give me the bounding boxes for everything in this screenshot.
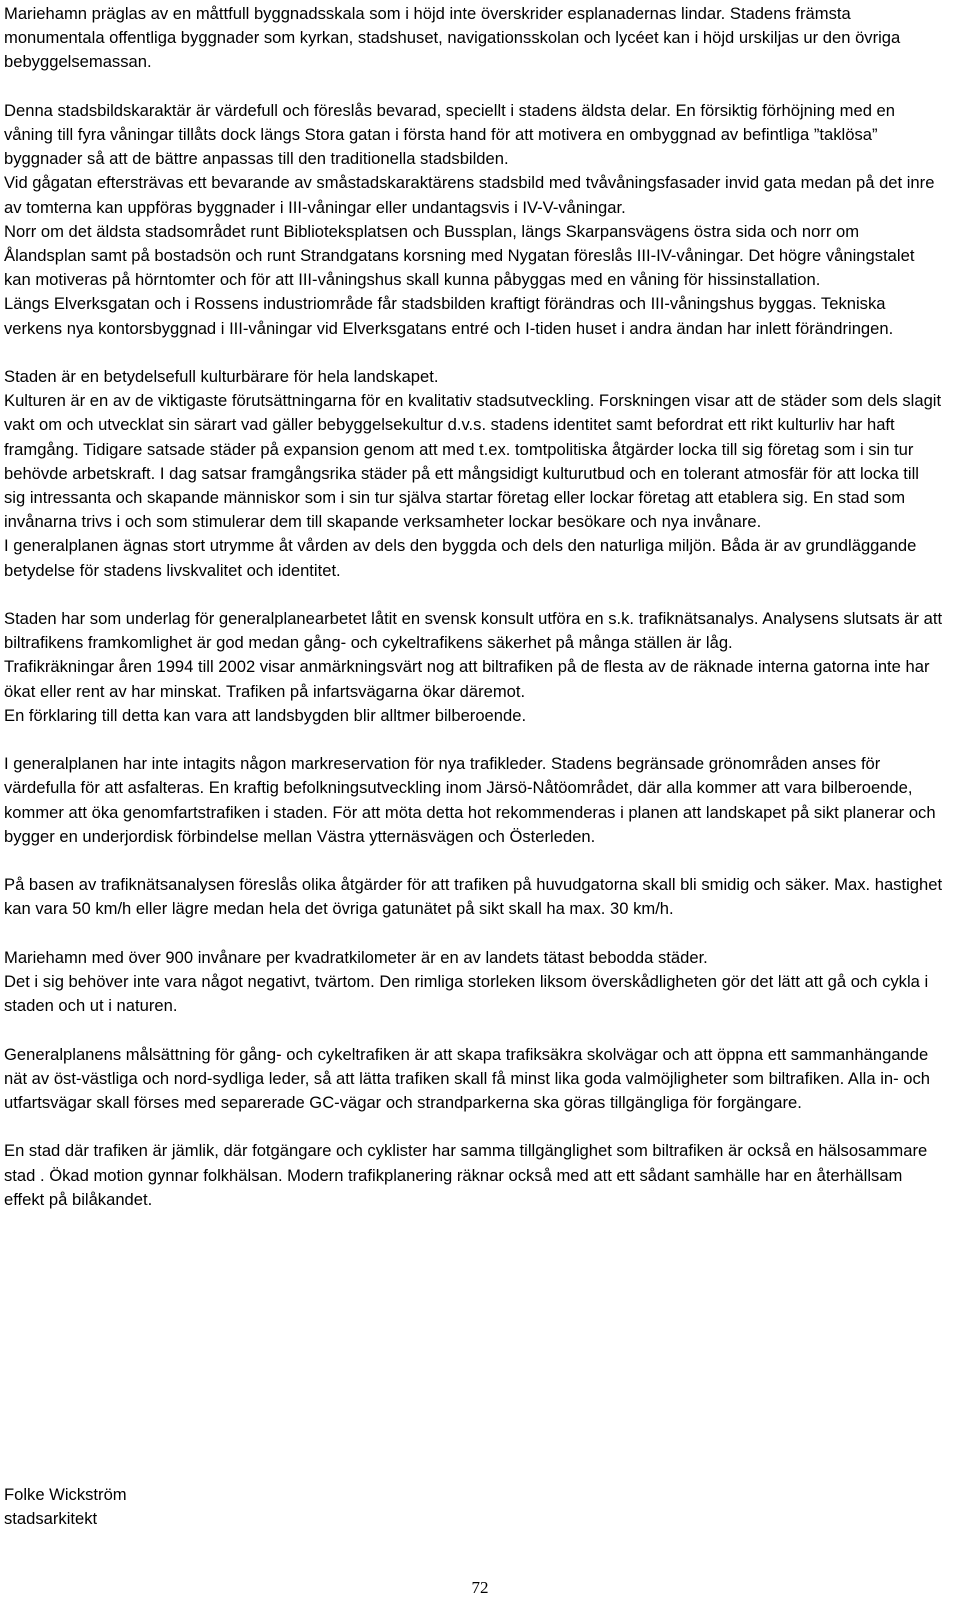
paragraph-speed-limits: På basen av trafiknätsanalysen föreslås olika åtgärder för att trafiken på huvudgatorna skall bli smidig och säker. Max. hastighet kan vara 50 km/h eller lägre medan hela det övriga gatunätet på sikt skall ha max. 30 km/h. (4, 875, 943, 919)
paragraph-building-scale: Mariehamn präglas av en måttfull byggnadsskala som i höjd inte överskrider esplanadernas lindar. Stadens främsta monumentala offentliga byggnader som kyrkan, stadshuset, navigationsskolan och lycéet kan i höjd urskiljas ur den övriga bebyggelsemassan. (4, 4, 901, 72)
paragraph-explanation: En förklaring till detta kan vara att landsbygden blir alltmer bilberoende. (4, 705, 527, 725)
paragraph-gap (4, 922, 944, 946)
paragraph-townscape-character: Denna stadsbildskaraktär är värdefull och föreslås bevarad, speciellt i stadens äldsta delar. En försiktig förhöjning med en våning till fyra våningar tillåts dock längs Stora gatan i första hand för att motivera en ombyggnad av befintliga ”taklösa” byggnader så att de bättre anpassas till den traditionella stadsbilden. (4, 100, 896, 169)
paragraph-north-area: Norr om det äldsta stadsområdet runt Biblioteksplatsen och Bussplan, längs Skarpansvägens östra sida och norr om Ålandsplan samt på bostadsön och runt Strandgatans korsning med Nygatan föreslås III-IV-våningar. Det högre våningstalet kan motiveras på hörntomter och för att III-våningshus skall kunna påbyggas med en våning för hissinstallation. (4, 221, 915, 290)
paragraph-gap (4, 583, 944, 607)
paragraph-land-reservation: I generalplanen har inte intagits någon markreservation för nya trafikleder. Stadens begränsade grönområden anses för värdefulla för att asfalteras. En kraftig befolkningsutveckling inom Järsö-Nåtöområdet, där alla kommer att vara bilberoende, kommer att öka genomfartstrafiken i staden. För att möta detta hot rekommenderas i planen att landskapet på sikt planerar och bygger en underjordisk förbindelse mellan Västra ytternäsvägen och Österleden. (4, 754, 936, 846)
paragraph-gap (4, 849, 944, 873)
paragraph-environment-care: I generalplanen ägnas stort utrymme åt vården av dels den byggda och dels den naturliga miljön. Båda är av grundläggande betydelse för stadens livskvalitet och identitet. (4, 536, 917, 580)
paragraph-elverksgatan: Längs Elverksgatan och i Rossens industriområde får stadsbilden kraftigt förändras och III-våningshus byggas. Tekniska verkens nya kontorsbyggnad i III-våningar vid Elverksgatans entré och I-tiden huset i andra ändan har inlett förändringen. (4, 294, 894, 338)
paragraph-gap (4, 341, 944, 365)
paragraph-culture-development: Kulturen är en av de viktigaste förutsättningarna för en kvalitativ stadsutveckling. Forskningen visar att de städer som dels slagit vakt om och utvecklat sin särart vad gäller bebyggelsekultur d.v.s. stadens identitet samt befordrat ett rikt kulturliv har haft framgång. Tidigare satsade städer på expansion genom att med t.ex. tomtpolitiska åtgärder locka till sig företag som i sin tur behövde arbetskraft. I dag satsar framgångsrika städer på ett mångsidigt kulturutbud och en tolerant atmosfär för att locka till sig intressanta och skapande människor som i sin tur själva startar företag eller lockar företag att etablera sig. En stad som invånarna trivs i och som stimulerar dem till skapande verksamheter lockar besökare och nya invånare. (4, 391, 942, 532)
paragraph-gap (4, 75, 944, 99)
paragraph-traffic-counts: Trafikräkningar åren 1994 till 2002 visar anmärkningsvärt nog att biltrafiken på de flesta av de räknade interna gatorna inte har ökat eller rent av har minskat. Trafiken på infartsvägarna ökar däremot. (4, 657, 930, 701)
document-body (4, 2, 944, 1212)
signature-block (4, 1483, 127, 1531)
page-number: 72 (471, 1578, 489, 1597)
paragraph-traffic-analysis: Staden har som underlag för generalplanearbetet låtit en svensk konsult utföra en s.k. trafiknätsanalys. Analysens slutsats är att biltrafikens framkomlighet är god medan gång- och cykeltrafikens säkerhet på många ställen är låg. (4, 609, 943, 653)
paragraph-gap (4, 1115, 944, 1139)
signature-title: stadsarkitekt (4, 1509, 98, 1528)
paragraph-equal-traffic: En stad där trafiken är jämlik, där fotgängare och cyklister har samma tillgänglighet som biltrafiken är också en hälsosammare stad . Ökad motion gynnar folkhälsan. Modern trafikplanering räknar också med att ett sådant samhälle har en återhällsam effekt på bilåkandet. (4, 1141, 928, 1209)
paragraph-density: Mariehamn med över 900 invånare per kvadratkilometer är en av landets tätast bebodda städer. (4, 947, 708, 967)
paragraph-cycling-goals: Generalplanens målsättning för gång- och cykeltrafiken är att skapa trafiksäkra skolvägar och att öppna ett sammanhängande nät av öst-västliga och nord-sydliga leder, så att lätta trafiken skall få minst lika goda valmöjligheter som biltrafiken. Alla in- och utfartsvägar skall förses med separerade GC-vägar och strandparkerna ska göras tillgängliga för forgängare. (4, 1044, 931, 1113)
paragraph-culture-bearer: Staden är en betydelsefull kulturbärare för hela landskapet. (4, 367, 439, 387)
paragraph-pedestrian-street: Vid gågatan eftersträvas ett bevarande av småstadskaraktärens stadsbild med tvåvåningsfasader invid gata medan på det inre av tomterna kan uppföras byggnader i III-våningar eller undantagsvis i IV-V-våningar. (4, 173, 935, 217)
signature-name: Folke Wickström (4, 1485, 127, 1504)
paragraph-gap (4, 1018, 944, 1042)
paragraph-gap (4, 728, 944, 752)
paragraph-walkability: Det i sig behöver inte vara något negativt, tvärtom. Den rimliga storleken liksom överskådligheten gör det lätt att gå och cykla i staden och ut i naturen. (4, 972, 929, 1016)
